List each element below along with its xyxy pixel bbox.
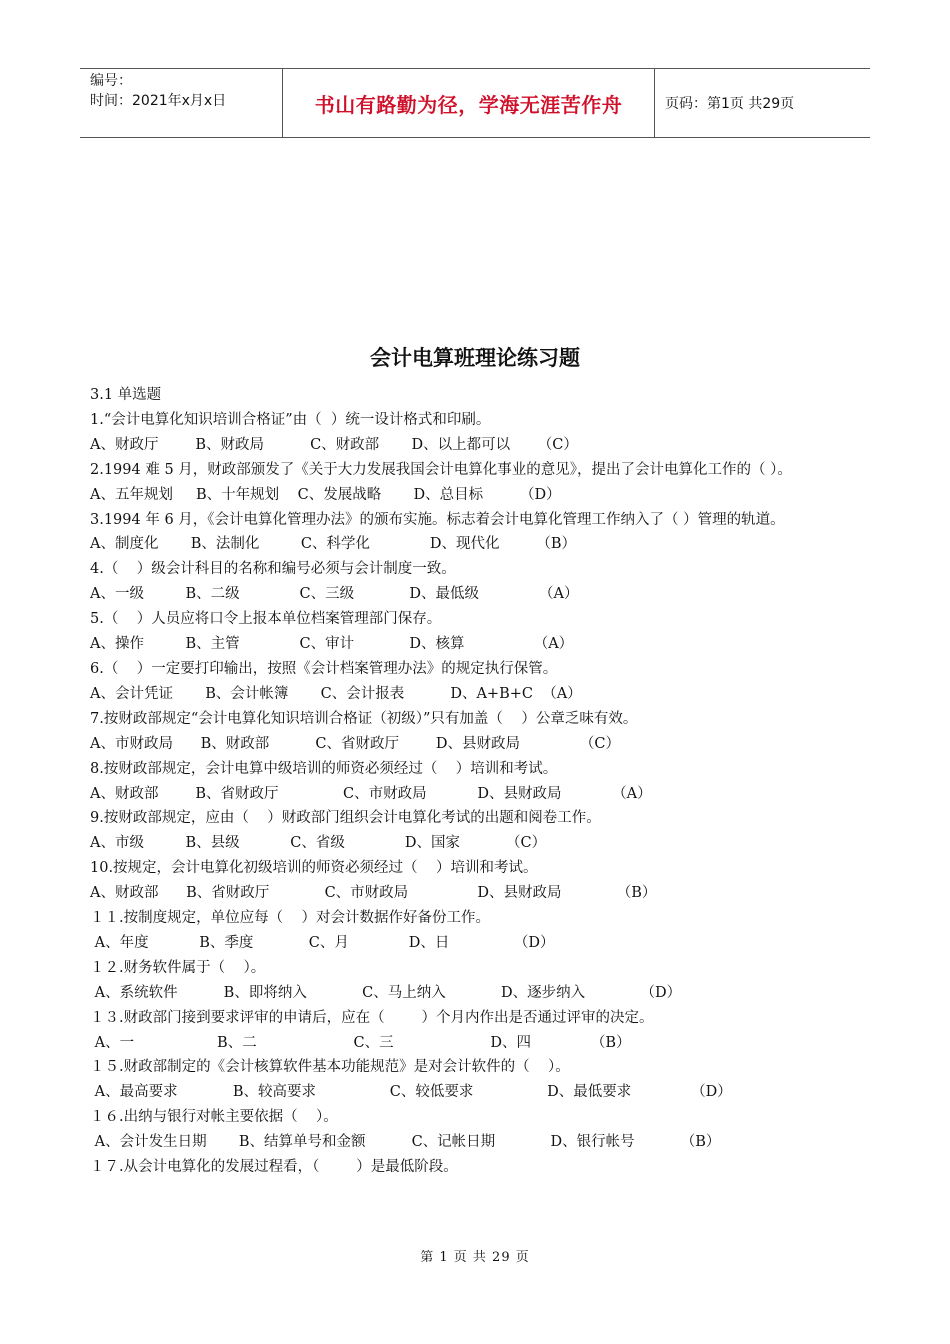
- text-line: A、一级 B、二级 C、三级 D、最低级 （A）: [90, 586, 579, 603]
- text-line: 8.按财政部规定，会计电算中级培训的师资必须经过（ ）培训和考试。: [90, 760, 558, 777]
- text-line: 10.按规定，会计电算化初级培训的师资必须经过（ ）培训和考试。: [90, 860, 538, 877]
- text-line: １２.财务软件属于（ ）。: [90, 959, 266, 976]
- text-line: 2.1994 难 5 月，财政部颁发了《关于大力发展我国会计电算化事业的意见》，提出了会计电算化工作的（ ）。: [90, 461, 792, 478]
- text-line: 3.1 单选题: [90, 387, 162, 403]
- document-title: 会计电算班理论练习题: [370, 346, 580, 370]
- question-list: [90, 383, 865, 1180]
- header-meta: [80, 69, 282, 137]
- text-line: A、市级 B、县级 C、省级 D、国家 （C）: [90, 835, 547, 852]
- text-line: A、一 B、二 C、三 D、四 （B）: [90, 1034, 631, 1051]
- text-line: A、制度化 B、法制化 C、科学化 D、现代化 （B）: [90, 536, 577, 553]
- text-line: 9.按财政部规定，应由（ ）财政部门组织会计电算化考试的出题和阅卷工作。: [90, 810, 601, 827]
- text-line: A、操作 B、主管 C、审计 D、核算 （A）: [90, 636, 574, 653]
- text-line: A、五年规划 B、十年规划 C、发展战略 D、总目标 （D）: [90, 486, 561, 503]
- text-line: 7.按财政部规定“会计电算化知识培训合格证（初级）”只有加盖（ ）公章乏味有效。: [90, 710, 638, 727]
- text-line: １１.按制度规定，单位应每（ ）对会计数据作好备份工作。: [90, 910, 491, 927]
- text-line: １６.出纳与银行对帐主要依据（ ）。: [90, 1109, 338, 1126]
- text-line: A、最高要求 B、较高要求 C、较低要求 D、最低要求 （D）: [90, 1084, 732, 1101]
- text-line: A、财政部 B、省财政厅 C、市财政局 D、县财政局 （A）: [90, 785, 652, 802]
- text-line: A、系统软件 B、即将纳入 C、马上纳入 D、逐步纳入 （D）: [90, 984, 682, 1001]
- text-line: A、会计凭证 B、会计帐簿 C、会计报表 D、A+B+C （A）: [90, 685, 582, 702]
- text-line: A、财政厅 B、财政局 C、财政部 D、以上都可以 （C）: [90, 436, 578, 453]
- page-footer: 第 1 页 共 29 页: [420, 1250, 530, 1265]
- text-line: A、年度 B、季度 C、月 D、日 （D）: [90, 934, 555, 951]
- text-line: 5.（ ）人员应将口令上报本单位档案管理部门保存。: [90, 611, 442, 628]
- text-line: A、会计发生日期 B、结算单号和金额 C、记帐日期 D、银行帐号 （B）: [90, 1134, 721, 1151]
- header-motto: 书山有路勤为径，学海无涯苦作舟: [314, 92, 623, 117]
- text-line: A、市财政局 B、财政部 C、省财政厅 D、县财政局 （C）: [90, 735, 620, 752]
- code-label: 编号：: [90, 73, 132, 89]
- header-motto-cell: [282, 69, 655, 137]
- text-line: 1.“会计电算化知识培训合格证”由（ ）统一设计格式和印刷。: [90, 411, 491, 428]
- header-page-info: 页码：第1页 共29页: [665, 96, 795, 112]
- text-line: １３.财政部门接到要求评审的申请后，应在（ ）个月内作出是否通过评审的决定。: [90, 1009, 654, 1026]
- text-line: １５.财政部制定的《会计核算软件基本功能规范》是对会计软件的（ ）。: [90, 1059, 570, 1076]
- text-line: 4.（ ）级会计科目的名称和编号必须与会计制度一致。: [90, 561, 456, 578]
- text-line: 3.1994 年 6 月，《会计电算化管理办法》的颁布实施。标志着会计电算化管理工作纳入了（ ）管理的轨道。: [90, 511, 785, 528]
- page-header: [80, 68, 870, 138]
- text-line: 6.（ ）一定要打印输出，按照《会计档案管理办法》的规定执行保管。: [90, 660, 558, 677]
- text-line: A、财政部 B、省财政厅 C、市财政局 D、县财政局 （B）: [90, 885, 657, 902]
- text-line: １７.从会计电算化的发展过程看，（ ）是最低阶段。: [90, 1159, 458, 1176]
- date-line: 时间：2021年x月x日: [90, 93, 227, 109]
